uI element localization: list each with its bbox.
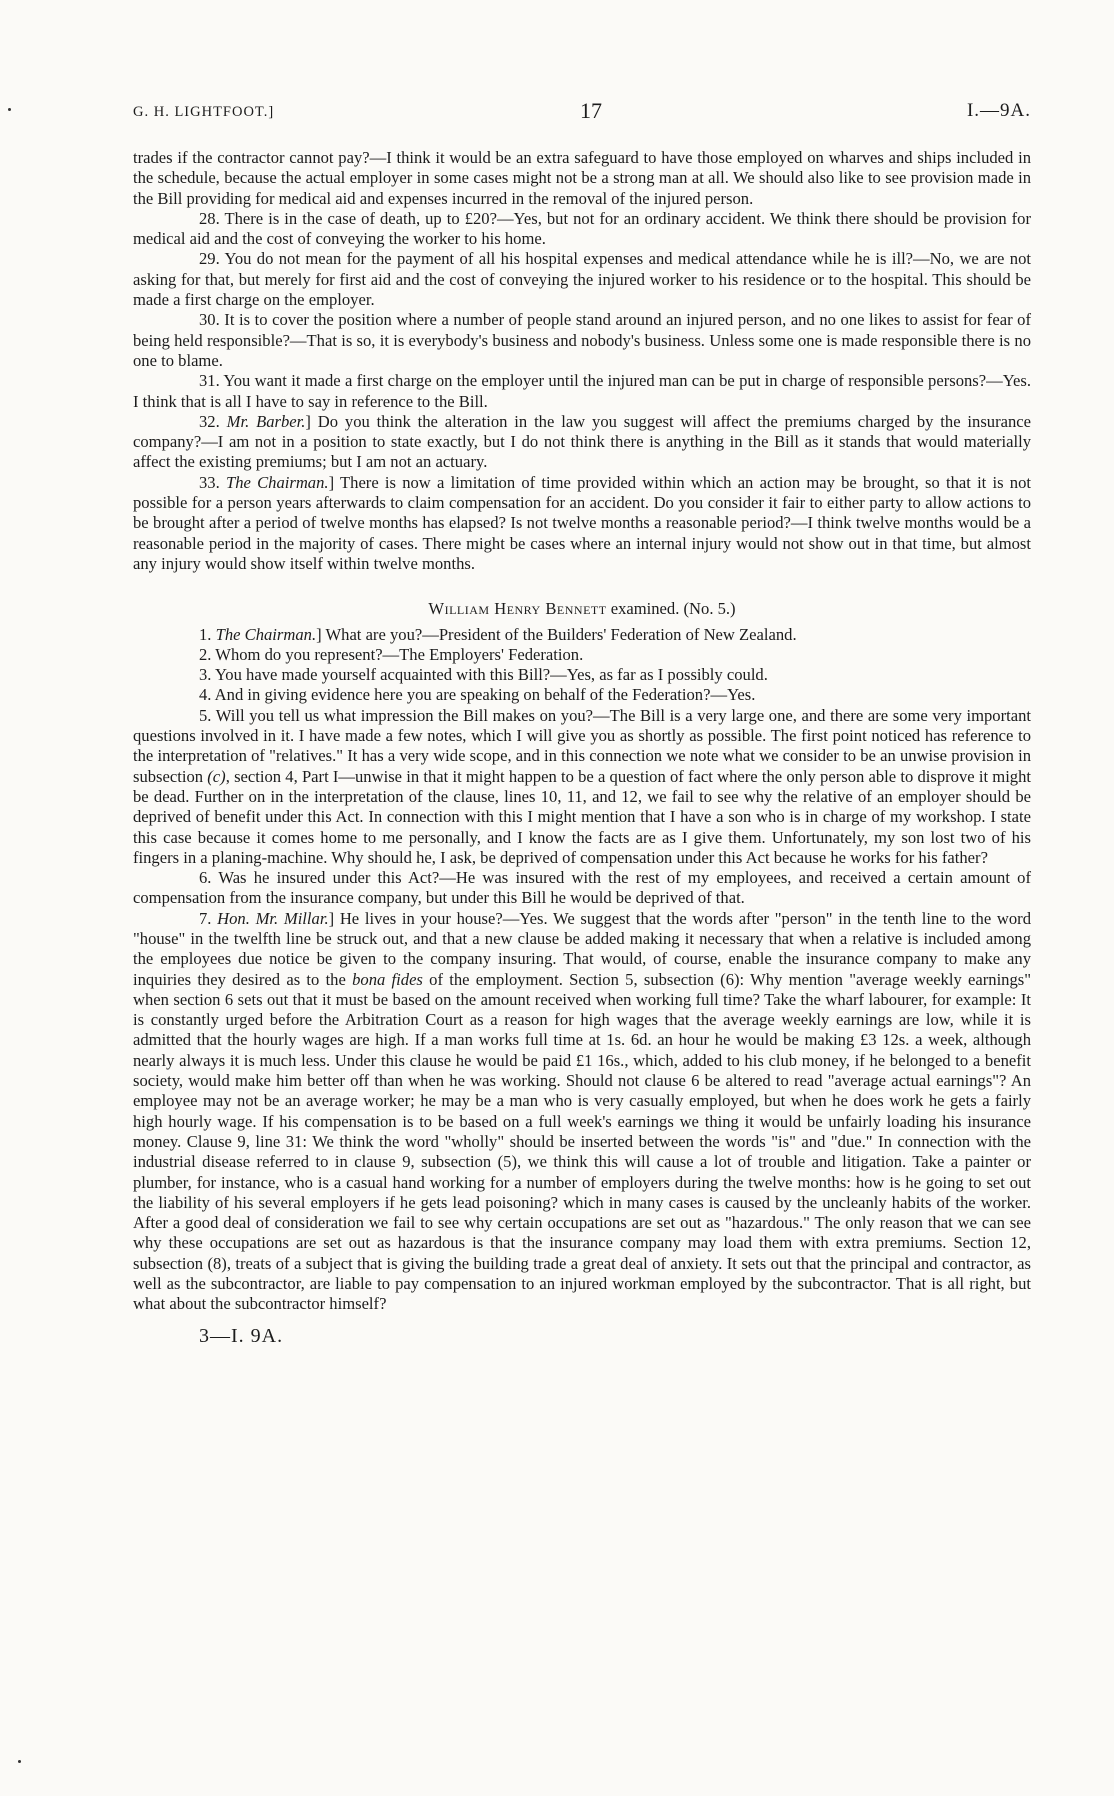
question-text: 5. Will you tell us what impression the Bill makes on you?—The Bill is a very large one, and there are some very important questions involved in it. I have made a few notes, which I will give you as shortly as possible. The first point noticed has reference to the interpretation of "relatives." It has a very wide scope, and in this connection we note what we consider to be an unwise provision in subsection: [133, 705, 1031, 786]
paragraph: 30. It is to cover the position where a number of people stand around an injured person, and no one likes to assist for fear of being held responsible?—That is so, it is everybody's business and nobody's business. Unless some one is made responsible there is no one to blame.: [133, 310, 1031, 370]
document-page: [133, 98, 1031, 1348]
paragraph: 28. There is in the case of death, up to £20?—Yes, but not for an ordinary accident. We think there should be provision for medical aid and the cost of conveying the worker to his home.: [133, 208, 1031, 249]
paragraph: [133, 625, 1031, 645]
speaker-name: Hon. Mr. Millar.: [217, 908, 329, 928]
margin-mark: [8, 108, 11, 111]
question-number: 7.: [199, 908, 212, 928]
section-heading-rest: examined. (No. 5.): [606, 599, 736, 619]
speaker-name: Mr. Barber.: [226, 411, 306, 431]
question-text: , section 4, Part I—unwise in that it might happen to be a question of fact where the only person able to disprove it might be dead. Further on in the interpretation of the clause, lines 10, 11, and 12, we fail to see why the relative of an employer should be deprived of benefit under this Act. In connection with this I might mention that I have a son who is in charge of my workshop. I state this case because it comes home to me personally, and I know the facts are as I give them. Unfortunately, my son lost two of his fingers in a planing-machine. Why should he, I ask, be deprived of compensation under this Act because he works for his father?: [133, 766, 1032, 867]
question-text: ] Do you think the alteration in the law you suggest will affect the premiums charged by the insurance company?—I am not in a position to state exactly, but I do not think there is anything in the Bill as it stands that would materially affect the existing premiums; but I am not an actuary.: [133, 411, 1032, 472]
paragraph: [133, 412, 1031, 473]
paragraph: [133, 473, 1031, 574]
paragraph: 2. Whom do you represent?—The Employers' Federation.: [199, 644, 584, 664]
paragraph: 3. You have made yourself acquainted with this Bill?—Yes, as far as I possibly could.: [199, 665, 768, 685]
page-body: [133, 148, 1031, 1315]
section-heading: [133, 599, 1031, 619]
paragraph: trades if the contractor cannot pay?—I think it would be an extra safeguard to have those employed on wharves and ships included in the schedule, because the actual employer in some cases might not be a strong man at all. We should also like to see provision made in the Bill providing for medical aid and expenses incurred in the removal of the injured person.: [133, 148, 1031, 208]
paragraph: 31. You want it made a first charge on the employer until the injured man can be put in charge of responsible persons?—Yes. I think that is all I have to say in reference to the Bill.: [133, 371, 1031, 411]
question-text: ] There is now a limitation of time provided within which an action may be brought, so that it is not possible for a person years afterwards to claim compensation for an accident. Do you consider it fair to either party to allow actions to be brought after a period of twelve months has elapsed? Is not twelve months a reasonable period?—I think twelve months would be a reasonable period in the majority of cases. There might be cases where an internal injury would not show out in that time, but almost any injury would show itself within twelve months.: [133, 472, 1032, 573]
document-reference: I.—9A.: [966, 100, 1031, 121]
speaker-name: The Chairman.: [215, 624, 317, 644]
question-number: 1.: [199, 624, 212, 644]
question-text: ] He lives in your house?—Yes. We suggest that the words after "person" in the tenth line to the word "house" in the twelfth line be struck out, and that a new clause be added making it necessary that when a relative is included among the employees due notice be given to the company insuring. That would, of course, enable the insurance company to make any inquiries they desired as to the: [133, 908, 1031, 989]
question-text: ] What are you?—President of the Builders' Federation of New Zealand.: [316, 624, 797, 644]
page-header: [133, 98, 1031, 128]
header-witness-name: G. H. LIGHTFOOT.]: [133, 104, 275, 120]
paragraph: [133, 909, 1031, 1315]
paragraph: 29. You do not mean for the payment of all his hospital expenses and medical attendance while he is ill?—No, we are not asking for that, but merely for first aid and the cost of conveying the injured worker to his residence or to the hospital. This should be made a first charge on the employer.: [133, 249, 1031, 310]
speaker-name: The Chairman.: [225, 472, 329, 492]
question-number: 32.: [199, 411, 220, 431]
latin-term: bona fides: [352, 969, 423, 989]
margin-mark: [18, 1760, 21, 1763]
paragraph: 4. And in giving evidence here you are speaking on behalf of the Federation?—Yes.: [199, 685, 756, 705]
subsection-ref: (c): [207, 766, 226, 786]
question-text: of the employment. Section 5, subsection (6): Why mention "average weekly earnings" when section 6 sets out that it must be based on the amount received when working full time? Take the wharf labourer, for example: It is constantly urged before the Arbitration Court as a reason for high wages that the average weekly earnings are low, while it is admitted that the hourly wages are high. If a man works full time at 1s. 6d. an hour he would be making £3 12s. a week, although nearly always it is much less. Under this clause he would be paid £1 16s., which, added to his club money, if he belonged to a benefit society, would make him better off than when he was working. Should not clause 6 be altered to read "average actual earnings"? An employee may not be an average worker; he may be a man who is very casually employed, but when he does work he gets a fairly high hourly wage. If his compensation is to be based on a full week's earnings we thing it would be unfairly loading his insurance money. Clause 9, line 31: We think the word "wholly" should be inserted between the words "is" and "due." In connection with the industrial disease referred to in clause 9, subsection (5), we think this will cause a lot of trouble and litigation. Take a painter or plumber, for instance, who is a casual hand working for a number of employers during the twelve months: how is he going to set out the liability of his several employers if he gets lead poisoning? which in many cases is caused by the uncleanly habits of the worker. After a good deal of consideration we fail to see why certain occupations are set out as "hazardous." The only reason that we can see why these occupations are set out as hazardous is that the insurance company may load them with extra premiums. Section 12, subsection (8), treats of a subject that is giving the building trade a great deal of anxiety. It sets out that the principal and contractor, as well as the subcontractor, are liable to pay compensation to an injured workman employed by the subcontractor. That is all right, but what about the subcontractor himself?: [133, 969, 1032, 1314]
signature-mark: 3—I. 9A.: [199, 1324, 284, 1347]
paragraph: [133, 706, 1031, 868]
paragraph: 6. Was he insured under this Act?—He was insured with the rest of my employees, and received a certain amount of compensation from the insurance company, but under this Bill he would be deprived of that.: [133, 868, 1031, 908]
question-number: 33.: [199, 472, 220, 492]
witness-name: William Henry Bennett: [428, 599, 607, 619]
page-number: 17: [580, 98, 602, 123]
